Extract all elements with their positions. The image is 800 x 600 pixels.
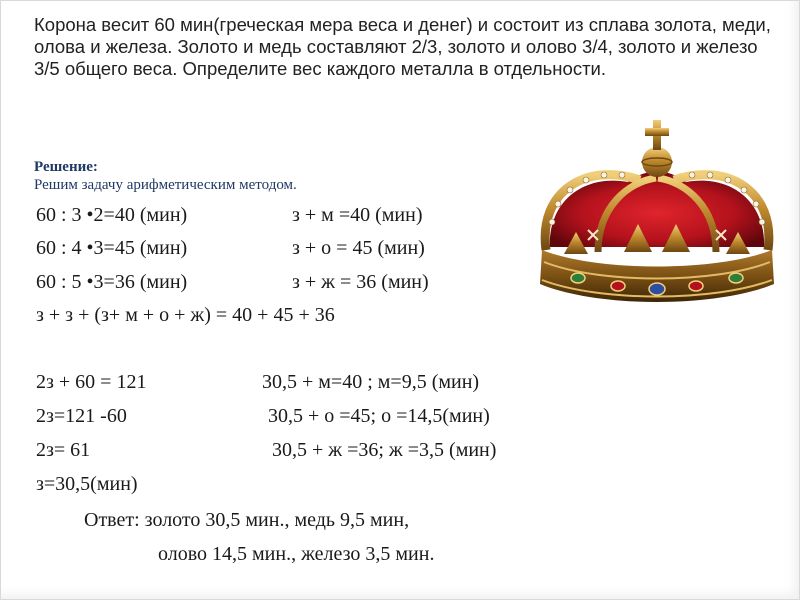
solution-heading-block	[34, 158, 297, 194]
solution-method: Решим задачу арифметическим методом.	[34, 177, 297, 193]
calc-line-7-right: 30,5 + ж =36; ж =3,5 (мин)	[272, 439, 497, 461]
calc-line-1-left: 60 : 3 •2=40 (мин)	[36, 204, 188, 226]
solution-heading: Решение:	[34, 159, 98, 175]
calc-line-4: з + з + (з+ м + о + ж) = 40 + 45 + 36	[36, 304, 335, 326]
answer-line-2: олово 14,5 мин., железо 3,5 мин.	[158, 543, 435, 565]
calc-line-8: з=30,5(мин)	[36, 473, 138, 495]
calc-line-3-right: з + ж = 36 (мин)	[292, 271, 429, 293]
calc-line-6-left: 2з=121 -60	[36, 405, 127, 427]
problem-text: Корона весит 60 мин(греческая мера веса и денег) и состоит из сплава золота, меди, олова и железа. Золото и медь составляют 2/3, золото и олово 3/4, золото и железо 3/5 общего веса. Определите вес каждого металла в отдельности.	[34, 14, 771, 79]
calc-line-1-right: з + м =40 (мин)	[292, 204, 423, 226]
calc-line-6-right: 30,5 + о =45; о =14,5(мин)	[268, 405, 490, 427]
calc-line-3-left: 60 : 5 •3=36 (мин)	[36, 271, 188, 293]
calc-line-5-left: 2з + 60 = 121	[36, 371, 147, 393]
answer-line-1: Ответ: золото 30,5 мин., медь 9,5 мин,	[84, 509, 410, 531]
calc-line-2-right: з + о = 45 (мин)	[292, 237, 425, 259]
calc-line-5-right: 30,5 + м=40 ; м=9,5 (мин)	[262, 371, 480, 393]
calc-line-7-left: 2з= 61	[36, 439, 91, 461]
calc-line-2-left: 60 : 4 •3=45 (мин)	[36, 237, 188, 259]
crown-icon	[528, 112, 786, 325]
